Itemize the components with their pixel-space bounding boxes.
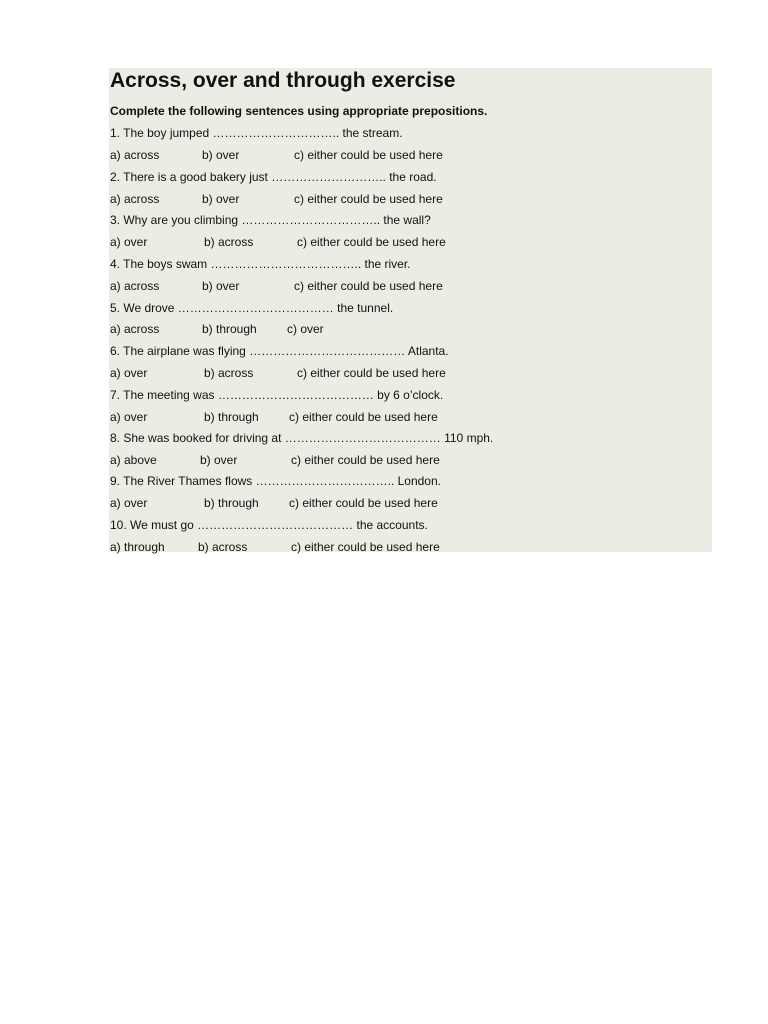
option-b: b) over [200, 453, 238, 467]
option-c: c) either could be used here [289, 496, 438, 510]
option-b: b) through [204, 410, 259, 424]
option-a: a) across [110, 279, 160, 293]
option-b: b) through [202, 322, 257, 336]
question-3: 3. Why are you climbing …………………………….. the wall? [110, 213, 431, 227]
option-a: a) above [110, 453, 157, 467]
option-c: c) either could be used here [294, 148, 443, 162]
option-b: b) across [198, 540, 248, 554]
option-b: b) over [202, 279, 240, 293]
question-10: 10. We must go ………………………………… the accounts. [110, 518, 428, 532]
option-a: a) across [110, 322, 160, 336]
option-a: a) across [110, 192, 160, 206]
option-c: c) either could be used here [291, 540, 440, 554]
option-c: c) either could be used here [291, 453, 440, 467]
question-5: 5. We drove ………………………………… the tunnel. [110, 301, 394, 315]
option-a: a) over [110, 235, 148, 249]
option-c: c) either could be used here [294, 279, 443, 293]
question-1: 1. The boy jumped ………………………….. the stream. [110, 126, 403, 140]
option-a: a) across [110, 148, 160, 162]
option-c: c) either could be used here [297, 235, 446, 249]
option-a: a) over [110, 410, 148, 424]
option-c: c) either could be used here [289, 410, 438, 424]
worksheet [109, 68, 712, 552]
option-c: c) over [287, 322, 324, 336]
option-c: c) either could be used here [294, 192, 443, 206]
question-4: 4. The boys swam ……………………………….. the river. [110, 257, 411, 271]
question-7: 7. The meeting was ………………………………… by 6 o’clock. [110, 388, 444, 402]
option-b: b) over [202, 192, 240, 206]
option-c: c) either could be used here [297, 366, 446, 380]
option-a: a) over [110, 366, 148, 380]
question-2: 2. There is a good bakery just ……………………….. the road. [110, 170, 437, 184]
option-b: b) across [204, 366, 254, 380]
option-a: a) over [110, 496, 148, 510]
option-b: b) through [204, 496, 259, 510]
option-b: b) across [204, 235, 254, 249]
option-a: a) through [110, 540, 165, 554]
instructions: Complete the following sentences using appropriate prepositions. [110, 104, 488, 118]
question-9: 9. The River Thames flows …………………………….. London. [110, 474, 441, 488]
question-8: 8. She was booked for driving at ………………………………… 110 mph. [110, 431, 494, 445]
question-6: 6. The airplane was flying ………………………………… Atlanta. [110, 344, 449, 358]
page-title: Across, over and through exercise [110, 69, 456, 92]
option-b: b) over [202, 148, 240, 162]
